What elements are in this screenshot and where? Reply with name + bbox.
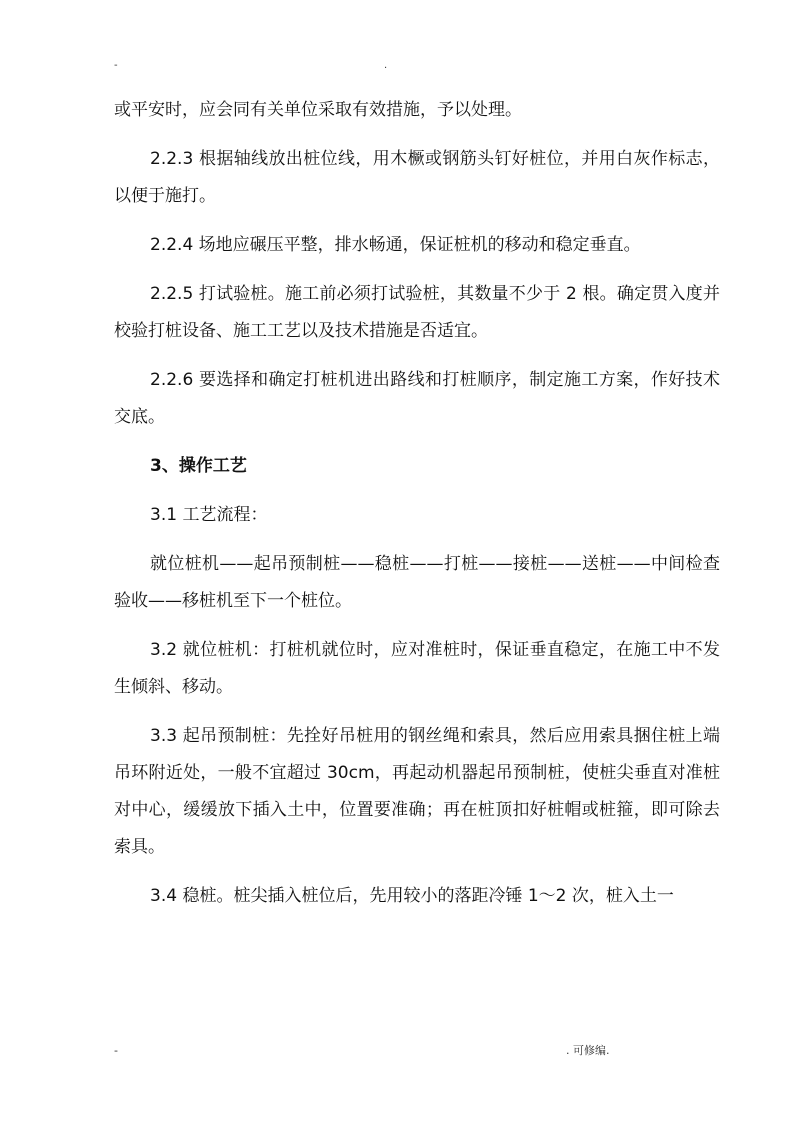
footer-right-mark: . 可修编. bbox=[566, 1044, 610, 1057]
paragraph-2-2-5: 2.2.5 打试验桩。施工前必须打试验桩，其数量不少于 2 根。确定贯入度并校验打桩设备、施工工艺以及技术措施是否适宜。 bbox=[114, 284, 720, 341]
paragraph-3-4: 3.4 稳桩。桩尖插入桩位后，先用较小的落距冷锤 1～2 次，桩入土一 bbox=[150, 886, 674, 906]
paragraph-3-3: 3.3 起吊预制桩：先拴好吊桩用的钢丝绳和索具，然后应用索具捆住桩上端吊环附近处，一般不宜超过 30cm，再起动机器起吊预制桩，使桩尖垂直对准桩对中心，缓缓放下插入土中，位置要准确；再在桩顶扣好桩帽或桩箍，即可除去索具。 bbox=[114, 726, 720, 857]
paragraph-3-2: 3.2 就位桩机：打桩机就位时，应对准桩时，保证垂直稳定，在施工中不发生倾斜、移动。 bbox=[114, 640, 720, 697]
footer-left-mark: - bbox=[114, 1044, 118, 1057]
paragraph-continuation: 或平安时，应会同有关单位采取有效措施，予以处理。 bbox=[114, 100, 522, 120]
paragraph-2-2-6: 2.2.6 要选择和确定打桩机进出路线和打桩顺序，制定施工方案，作好技术交底。 bbox=[114, 370, 720, 427]
paragraph-3-1: 3.1 工艺流程： bbox=[150, 505, 268, 525]
header-left-mark: - bbox=[114, 60, 118, 71]
paragraph-process-flow: 就位桩机——起吊预制桩——稳桩——打桩——接桩——送桩——中间检查验收——移桩机至下一个桩位。 bbox=[114, 554, 720, 611]
header-center-mark: . bbox=[384, 60, 388, 71]
paragraph-2-2-4: 2.2.4 场地应碾压平整，排水畅通，保证桩机的移动和稳定垂直。 bbox=[150, 235, 641, 255]
paragraph-2-2-3: 2.2.3 根据轴线放出桩位线，用木橛或钢筋头钉好桩位，并用白灰作标志，以便于施打。 bbox=[114, 149, 720, 206]
section-heading-3: 3、操作工艺 bbox=[150, 456, 247, 476]
document-body bbox=[114, 92, 720, 927]
